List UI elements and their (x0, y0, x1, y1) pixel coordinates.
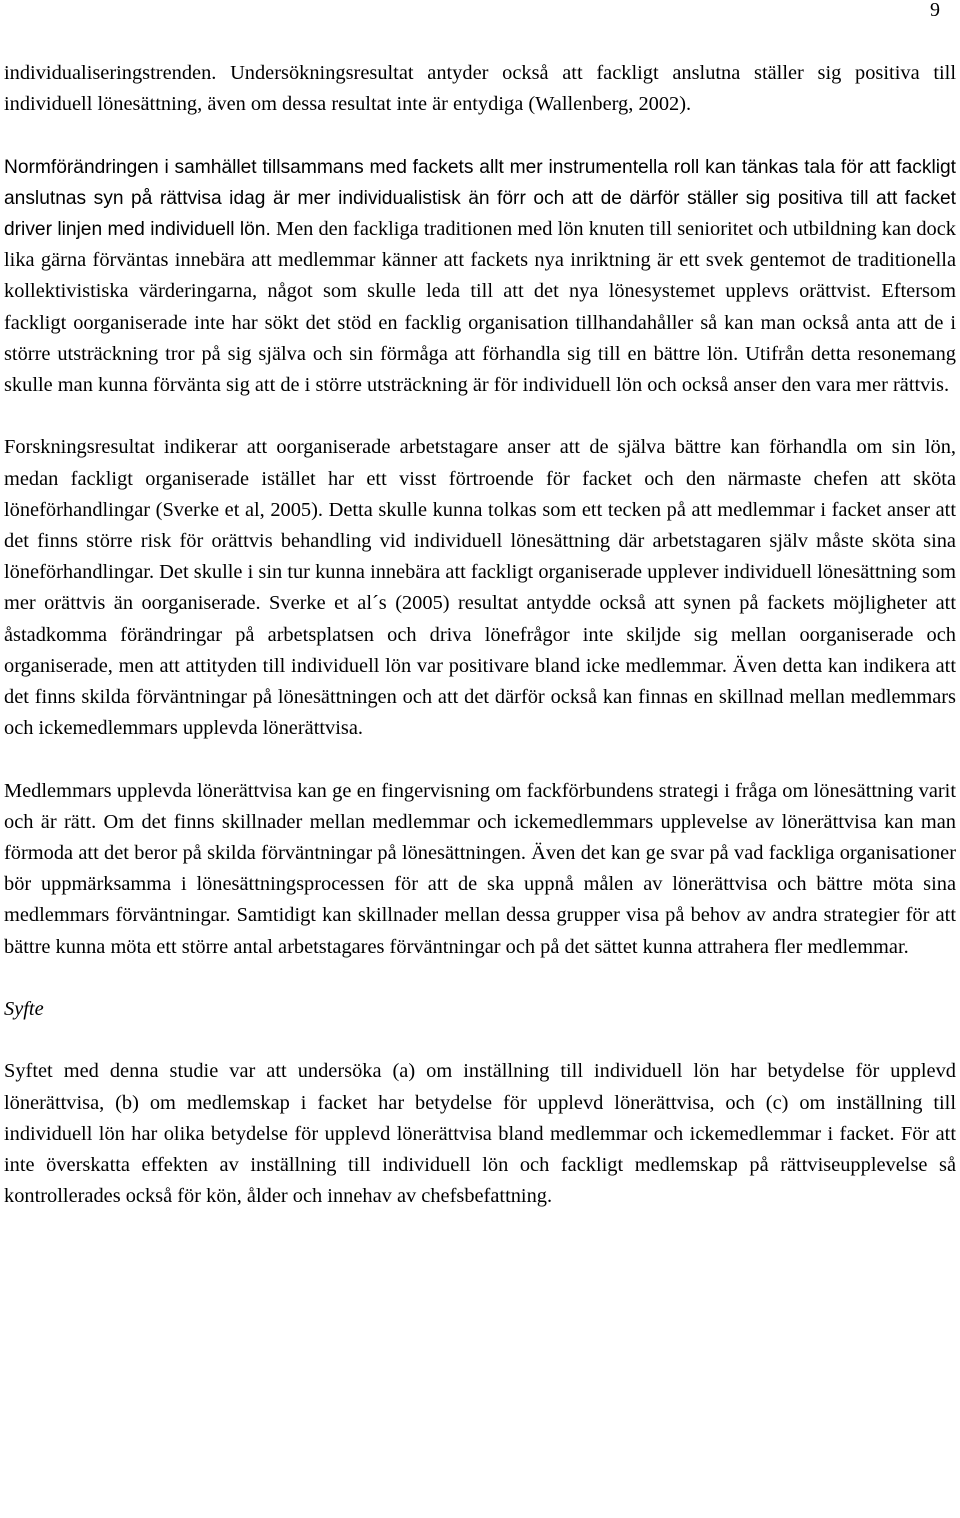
paragraph-member-fairness: Medlemmars upplevda lönerättvisa kan ge en fingervisning om fackförbundens strategi i fråga om lönesättning varit och är rätt. Om det finns skillnader mellan medlemmar och ickemedlemmars upplevelse av lönerättvisa kan man förmoda att det beror på skilda förväntningar på lönesättningen. Även det kan ge svar på vad fackliga organisationer bör uppmärksamma i lönesättningsprocessen för att de ska uppnå målen av lönerättvisa och bättre möta sina medlemmars förväntningar. Samtidigt kan skillnader mellan dessa grupper visa på behov av andra strategier för att bättre kunna möta ett större antal arbetstagares förväntningar och på det sättet kunna attrahera fler medlemmar. (4, 779, 956, 958)
paragraph-purpose: Syftet med denna studie var att undersöka (a) om inställning till individuell lön har betydelse för upplevd lönerättvisa, (b) om medlemskap i facket har betydelse för upplevd lönerättvisa, och (c) om inställning till individuell lön har olika betydelse för upplevd lönerättvisa bland medlemmar och ickemedlemmar i facket. För att inte överskatta effekten av inställning till individuell lön och fackligt medlemskap på rättviseupplevelse så kontrollerades också för kön, ålder och innehav av chefsbefattning. (4, 1060, 956, 1208)
paragraph-gap (4, 120, 956, 151)
paragraph-gap (4, 744, 956, 775)
document-body (4, 58, 956, 1212)
paragraph-intro-continuation: individualiseringstrenden. Undersökningsresultat antyder också att fackligt anslutna ställer sig positiva till individuell lönesättning, även om dessa resultat inte är entydiga (Wallenberg, 2002). (4, 62, 956, 116)
paragraph-norm-change (4, 152, 956, 402)
paragraph-norm-change-body: Men den fackliga traditionen med lön knuten till senioritet och utbildning kan dock lika gärna förväntas innebära att medlemmar känner att fackets nya inriktning är ett svek gentemot de traditionella kollektivistiska värderingarna, något som skulle leda till att det nya lönesystemet upplevs orättvist. Eftersom fackligt oorganiserade inte har sökt det stöd en facklig organisation tillhandahåller så kan man också anta att de i större utsträckning tror på sig själva och sin förmåga att förhandla sig till en bättre lön. Utifrån detta resonemang skulle man kunna förvänta sig att de i större utsträckning är för individuell lön och också anser den vara mer rättvis. (4, 218, 956, 397)
paragraph-gap (4, 1025, 956, 1056)
page-number: 9 (930, 0, 940, 21)
paragraph-norm-change-lead: Normförändringen i samhället tillsammans med fackets allt mer instrumentella roll kan tänkas tala för att fackligt anslutnas syn på rättvisa idag är mer individualistisk än förr och att de därför ställer sig positiva till att facket driver linjen med individuell lön. (4, 156, 956, 240)
paragraph-research-results: Forskningsresultat indikerar att oorganiserade arbetstagare anser att de själva bättre kan förhandla om sin lön, medan fackligt organiserade istället har ett visst förtroende för facket och den närmaste chefen att sköta löneförhandlingar (Sverke et al, 2005). Detta skulle kunna tolkas som ett tecken på att medlemmar i facket anser att det finns större risk för orättvis behandling vid individuell lönesättning där arbetstagaren själv måste sköta sina löneförhandlingar. Det skulle i sin tur kunna innebära att fackligt organiserade upplever individuell lönesättning som mer orättvis än oorganiserade. Sverke et al´s (2005) resultat antydde också att synen på fackets möjligheter att åstadkomma förändringar på arbetsplatsen och driva lönefrågor inte skiljde sig mellan oorganiserade och organiserade, men att attityden till individuell lön var positivare bland icke medlemmar. Även detta kan indikera att det finns skilda förväntningar på lönesättningen och att det därför också kan finnas en skillnad mellan medlemmars och ickemedlemmars upplevda lönerättvisa. (4, 436, 956, 740)
paragraph-gap (4, 401, 956, 432)
paragraph-gap (4, 963, 956, 994)
section-heading-syfte: Syfte (4, 998, 44, 1021)
